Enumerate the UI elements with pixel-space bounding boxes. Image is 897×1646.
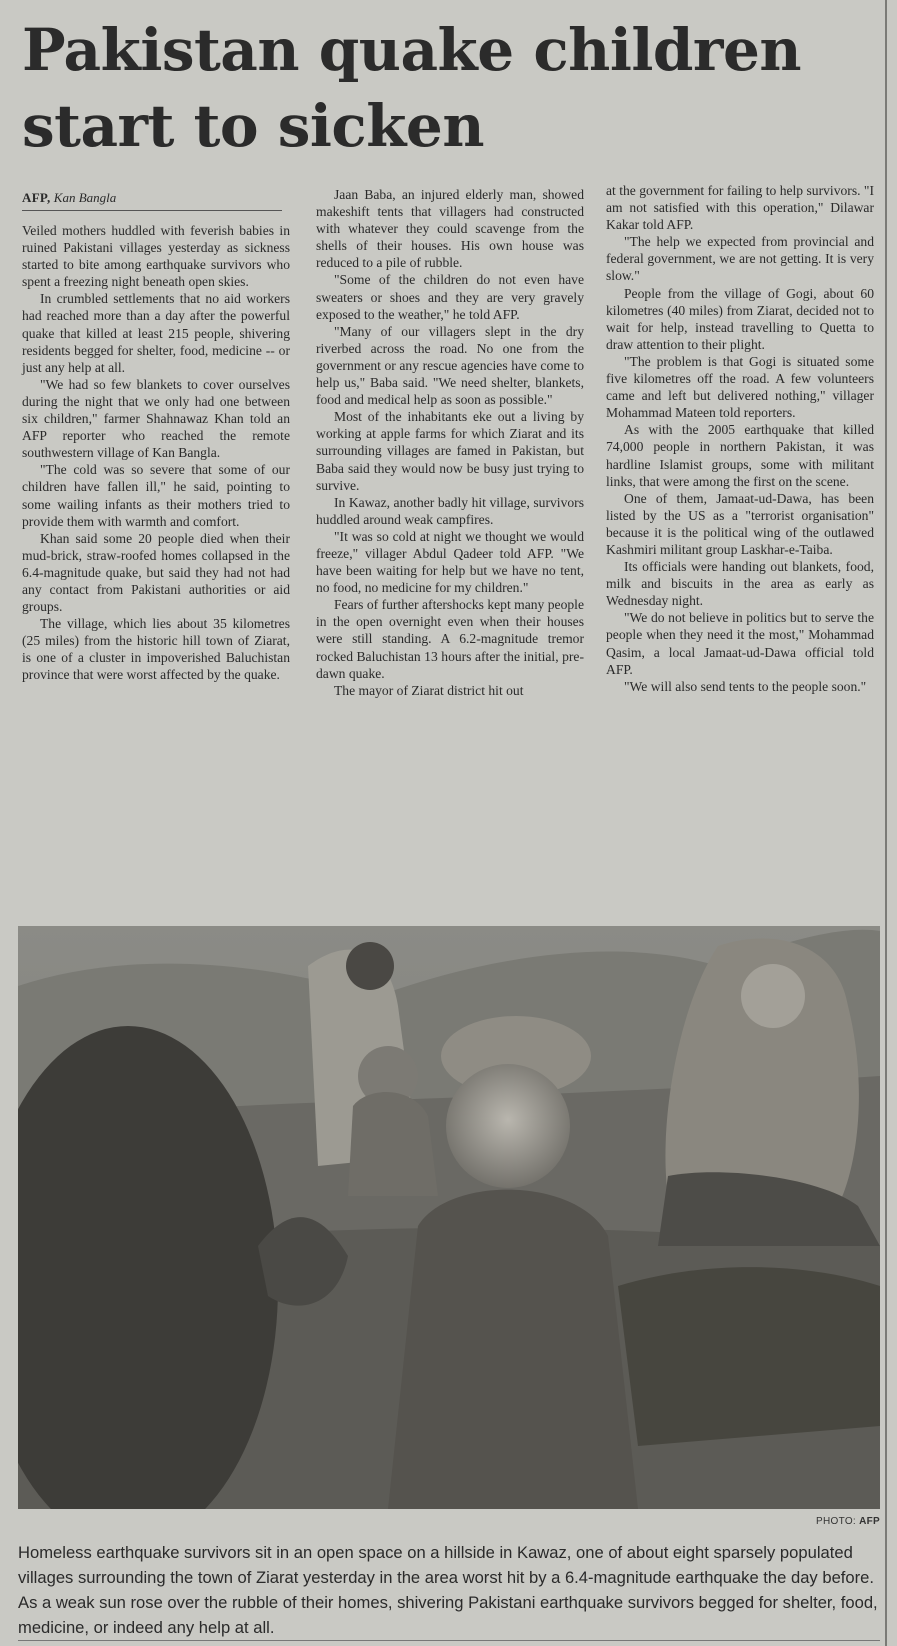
article-paragraph: "We had so few blankets to cover ourselves during the night that we only had one between six children," farmer Shahnawaz Khan told an AFP reporter who reached the remote southwestern village of Kan Bangla. [22,376,290,461]
article-paragraph: Khan said some 20 people died when their mud-brick, straw-roofed homes collapsed in the 6.4-magnitude quake, but said they had not had any contact from Pakistani authorities or aid groups. [22,530,290,615]
article-paragraph: at the government for failing to help survivors. "I am not satisfied with this operation," Dilawar Kakar told AFP. [606,183,874,233]
article-paragraph: One of them, Jamaat-ud-Dawa, has been listed by the US as a "terrorist organisation" because it is the political wing of the outlawed Kashmiri militant group Laskhar-e-Taiba. [606,490,874,557]
article-paragraph: In Kawaz, another badly hit village, survivors huddled around weak campfires. [316,494,584,527]
article-paragraph: People from the village of Gogi, about 60 kilometres (40 miles) from Ziarat, decided not to wait for help, instead travelling to Quetta to draw attention to their plight. [606,285,874,352]
news-photo-illustration [18,926,880,1509]
article-paragraph: "The problem is that Gogi is situated some five kilometres off the road. A few volunteers came and left but delivered nothing," villager Mohammad Mateen told reporters. [606,353,874,421]
article-paragraph: In crumbled settlements that no aid workers had reached more than a day after the powerful quake that killed at least 215 people, shivering residents begged for shelter, food, medicine -- or just any help at all. [22,291,290,375]
byline-place: Kan Bangla [53,190,117,205]
byline-source: AFP, [22,190,51,205]
article-paragraph: "Many of our villagers slept in the dry riverbed across the road. No one from the government or any rescue agencies have come to help us," Baba said. "We need shelter, blankets, food and medical help as soon as possible." [316,323,584,408]
article-paragraph: The mayor of Ziarat district hit out [334,682,524,698]
article-column-1 [22,222,290,684]
article-paragraph: "We do not believe in politics but to serve the people when they need it the most," Mohammad Qasim, a local Jamaat-ud-Dawa official told AFP. [606,610,874,677]
article-paragraph: As with the 2005 earthquake that killed 74,000 people in northern Pakistan, it was hardline Islamist groups, some with militant links, that were among the first on the scene. [606,422,874,489]
article-paragraph: "The cold was so severe that some of our children have fallen ill," he said, pointing to some wailing infants as their mothers tried to provide them with warmth and comfort. [22,462,290,529]
photo-credit-label: PHOTO: [816,1516,856,1527]
headline: Pakistan quake children start to sicken [22,16,802,160]
article-paragraph: Veiled mothers huddled with feverish babies in ruined Pakistani villages yesterday as sickness started to bite among earthquake survivors who spent a freezing night beneath open skies. [22,223,290,290]
news-photo [18,926,880,1509]
photo-credit-source: AFP [859,1516,880,1527]
photo-credit [700,1516,880,1527]
article-column-2 [316,186,584,699]
article-paragraph: Its officials were handing out blankets, food, milk and biscuits in the area as early as Wednesday night. [606,559,874,609]
article-paragraph: Jaan Baba, an injured elderly man, showed makeshift tents that villagers had constructed with whatever they could scavenge from the shells of their houses. His own house was reduced to a pile of rubble. [316,187,584,271]
article-paragraph: Fears of further aftershocks kept many people in the open overnight even when their houses were still standing. A 6.2-magnitude tremor rocked Baluchistan 13 hours after the initial, pre-dawn quake. [316,597,584,681]
article-column-3 [606,182,874,695]
article-paragraph: "We will also send tents to the people soon." [624,678,867,694]
article-paragraph: Most of the inhabitants eke out a living by working at apple farms for which Ziarat and its surrounding villages are famed in Pakistan, but Baba said they would now be busy just trying to survive. [316,409,584,493]
bottom-rule [18,1640,880,1641]
article-paragraph: "It was so cold at night we thought we would freeze," villager Abdul Qadeer told AFP. "We have been waiting for help but we have no tent, no food, no medicine for my children." [316,528,584,596]
column-rule [885,0,887,1646]
photo-caption: Homeless earthquake survivors sit in an open space on a hillside in Kawaz, one of about eight sparsely populated villages surrounding the town of Ziarat yesterday in the area worst hit by a 6.4-magnitude earthquake the day before. As a weak sun rose over the rubble of their homes, shivering Pakistani earthquake survivors begged for shelter, food, medicine, or indeed any help at all. [18,1543,878,1637]
article-paragraph: "The help we expected from provincial and federal government, we are not getting. It is very slow." [606,234,874,284]
article-paragraph: "Some of the children do not even have sweaters or shoes and they are very gravely exposed to the weather," he told AFP. [316,272,584,322]
byline [22,190,282,211]
article-paragraph: The village, which lies about 35 kilometres (25 miles) from the historic hill town of Ziarat, is one of a cluster in impoverished Baluchistan province that were worst affected by the quake. [22,616,290,683]
